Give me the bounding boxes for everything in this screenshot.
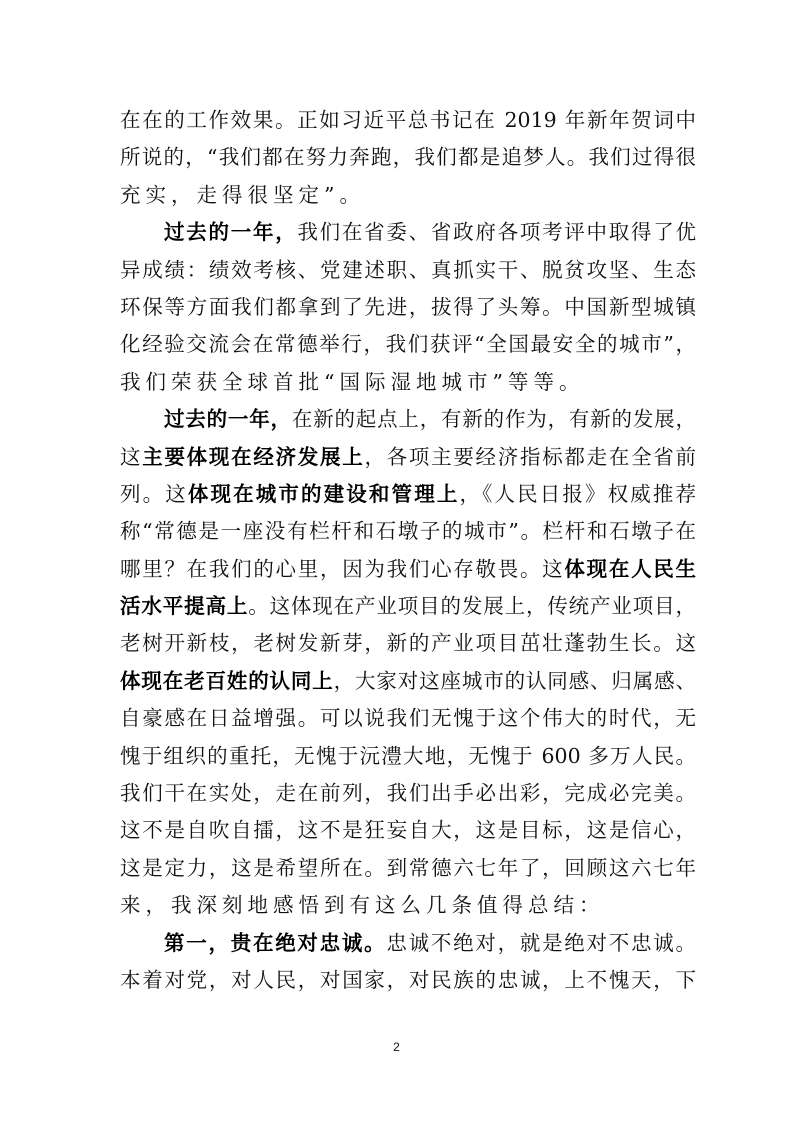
body-text: 所说的，“我们都在努力奔跑，我们都是追梦人。我们过得很 [120, 145, 696, 170]
body-text: 老树开新枝，老树发新芽，新的产业项目茁壮蓬勃生长。这 [120, 631, 696, 656]
body-text: ，《人民日报》权威推荐 [459, 481, 697, 506]
text-line [120, 700, 696, 737]
text-line [120, 252, 696, 289]
text-line [120, 738, 696, 775]
body-text: 异成绩：绩效考核、党建述职、真抓实干、脱贫攻坚、生态 [120, 257, 696, 282]
bold-text: 活水平提高上 [120, 594, 249, 619]
bold-text: 主要体现在经济发展上 [142, 444, 365, 469]
text-line [120, 401, 696, 438]
text-line [120, 588, 696, 625]
body-text: 我们荣获全球首批“国际湿地城市”等等。 [120, 369, 585, 394]
body-text: 在新的起点上，有新的作为，有新的发展， [291, 407, 696, 432]
body-text: 我们干在实处，走在前列，我们出手必出彩，完成必完美。 [120, 781, 696, 806]
text-line [120, 289, 696, 326]
body-text: ，各项主要经济指标都走在全省前 [364, 444, 697, 469]
text-line [120, 177, 696, 214]
body-text: 称“常德是一座没有栏杆和石墩子的城市”。栏杆和石墩子在 [120, 519, 696, 544]
body-text: ，大家对这座城市的认同感、归属感、 [333, 668, 697, 693]
body-text: 。这体现在产业项目的发展上，传统产业项目， [248, 594, 697, 619]
body-text: 来，我深刻地感悟到有这么几条值得总结： [120, 893, 605, 918]
document-body [120, 102, 696, 999]
text-line [120, 812, 696, 849]
text-line [120, 102, 696, 139]
body-text: 愧于组织的重托，无愧于沅澧大地，无愧于 600 多万人民。 [120, 743, 696, 768]
body-text: 哪里？在我们的心里，因为我们心存敬畏。这 [120, 556, 565, 581]
text-line [120, 887, 696, 924]
body-text: 这不是自吹自擂，这不是狂妄自大，这是目标，这是信心， [120, 818, 696, 843]
body-text: 本着对党，对人民，对国家，对民族的忠诚，上不愧天，下 [120, 967, 696, 992]
text-line [120, 925, 696, 962]
text-line [120, 513, 696, 550]
text-line [120, 439, 696, 476]
text-line [120, 139, 696, 176]
body-text: 化经验交流会在常德举行，我们获评“全国最安全的城市”， [120, 332, 696, 357]
bold-text: 过去的一年， [164, 407, 292, 432]
body-text: 充实，走得很坚定”。 [120, 182, 365, 207]
body-text: 列。这 [120, 481, 188, 506]
bold-text: 体现在城市的建设和管理上 [187, 481, 460, 506]
body-text: 这是定力，这是希望所在。到常德六七年了，回顾这六七年 [120, 855, 696, 880]
body-text: 这 [120, 444, 143, 469]
text-line [120, 551, 696, 588]
body-text: 自豪感在日益增强。可以说我们无愧于这个伟大的时代，无 [120, 706, 696, 731]
bold-text: 过去的一年， [164, 220, 298, 245]
body-text: 忠诚不绝对，就是绝对不忠诚。 [386, 930, 696, 955]
body-text: 我们在省委、省政府各项考评中取得了优 [297, 220, 697, 245]
text-line [120, 214, 696, 251]
text-line [120, 364, 696, 401]
bold-text: 体现在老百姓的认同上 [120, 668, 334, 693]
page-number: 2 [393, 1040, 400, 1054]
bold-text: 第一，贵在绝对忠诚。 [164, 930, 387, 955]
text-line [120, 476, 696, 513]
bold-text: 体现在人民生 [564, 556, 697, 581]
text-line [120, 775, 696, 812]
text-line [120, 663, 696, 700]
body-text: 环保等方面我们都拿到了先进，拔得了头筹。中国新型城镇 [120, 294, 696, 319]
text-line [120, 326, 696, 363]
text-line [120, 962, 696, 999]
text-line [120, 625, 696, 662]
text-line [120, 850, 696, 887]
body-text: 在在的工作效果。正如习近平总书记在 2019 年新年贺词中 [120, 108, 696, 132]
